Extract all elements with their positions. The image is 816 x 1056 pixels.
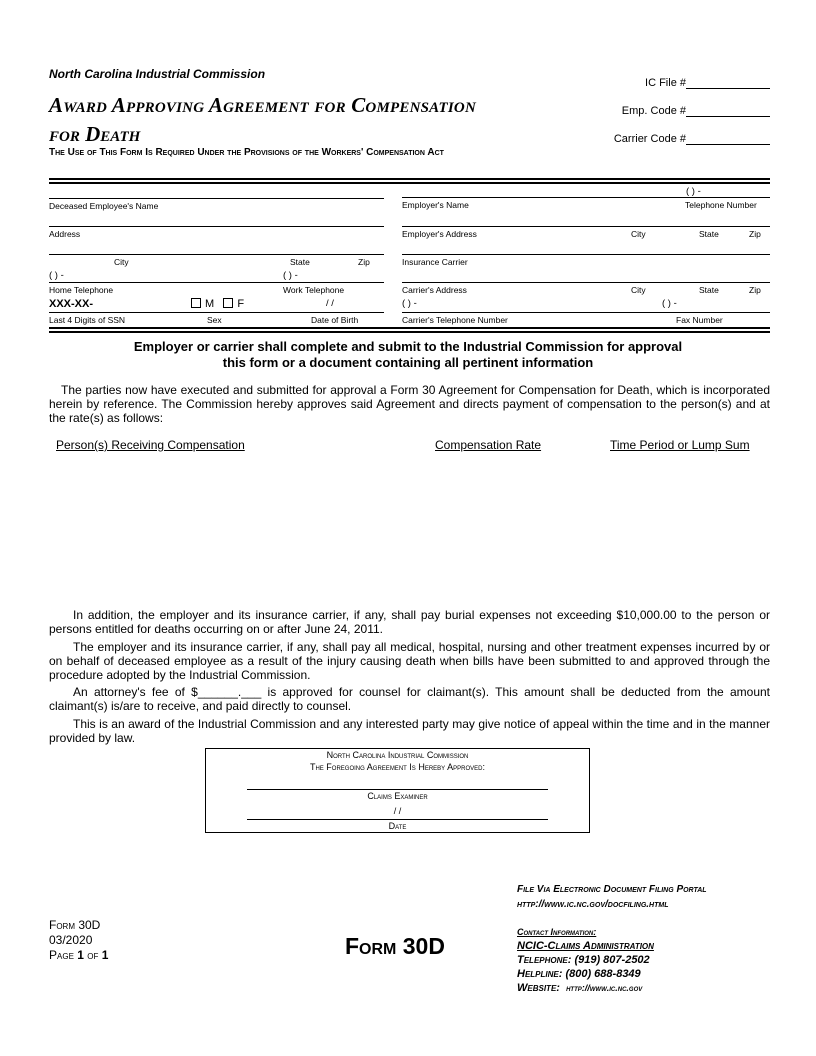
ssn-value[interactable]: XXX-XX- <box>49 298 94 310</box>
contact-info <box>517 925 654 995</box>
carrier-code-input[interactable] <box>686 133 770 145</box>
contact-helpline: Helpline: (800) 688-8349 <box>517 968 641 980</box>
claims-examiner-label: Claims Examiner <box>367 791 428 801</box>
section-rule <box>49 327 770 329</box>
sex-m-checkbox[interactable] <box>191 298 201 308</box>
portal-link[interactable]: http://www.ic.nc.gov/docfiling.html <box>517 899 669 910</box>
work-phone-label: Work Telephone <box>283 285 345 295</box>
agency-name: North Carolina Industrial Commission <box>49 67 266 81</box>
footer-form-label: Form 30D <box>49 918 101 932</box>
work-phone-value[interactable]: ( ) - <box>283 270 298 281</box>
carrier-phone-line <box>402 312 770 313</box>
compensation-entry-area[interactable] <box>49 458 770 598</box>
insurance-carrier-line[interactable] <box>402 254 770 255</box>
persons-column-header: Person(s) Receiving Compensation <box>56 438 245 452</box>
sex-m-label: M <box>205 298 215 310</box>
employer-address-label: Employer's Address <box>402 229 477 239</box>
carrier-zip-label: Zip <box>749 285 761 295</box>
contact-org: NCIC-Claims Administration <box>517 940 654 952</box>
top-rule-2 <box>49 182 770 184</box>
city-state-zip-line[interactable] <box>49 254 384 255</box>
ssn-line <box>49 312 384 313</box>
submission-notice <box>0 339 816 371</box>
big-form-title: Form 30D <box>345 933 445 959</box>
phone-line <box>49 282 384 283</box>
emp-code-label: Emp. Code # <box>621 105 686 117</box>
deceased-name-line[interactable] <box>49 198 384 199</box>
form-subtitle: The Use of This Form Is Required Under the Provisions of the Workers' Compensation Act <box>49 147 444 158</box>
carrier-city-label: City <box>631 285 646 295</box>
carrier-phone-label: Carrier's Telephone Number <box>402 315 508 325</box>
carrier-code-field[interactable] <box>614 133 770 145</box>
deceased-name-label: Deceased Employee's Name <box>49 201 159 211</box>
insurance-carrier-label: Insurance Carrier <box>402 257 468 267</box>
approval-date-label: Date <box>388 821 407 831</box>
footer-page-of: of <box>83 948 102 962</box>
footer-page-num: 1 <box>77 948 84 962</box>
filing-portal <box>517 882 707 912</box>
rate-column-header: Compensation Rate <box>435 438 542 452</box>
employer-phone-value[interactable]: ( ) - <box>686 186 701 197</box>
sex-label: Sex <box>207 315 222 325</box>
employer-zip-label: Zip <box>749 229 761 239</box>
carrier-phone-value[interactable]: ( ) - <box>402 298 417 309</box>
ssn-label: Last 4 Digits of SSN <box>49 315 126 325</box>
employer-name-label: Employer's Name <box>402 200 469 210</box>
footer-date: 03/2020 <box>49 933 93 947</box>
employer-name-line[interactable] <box>402 197 770 198</box>
fax-label: Fax Number <box>676 315 723 325</box>
address-line[interactable] <box>49 226 384 227</box>
fax-value[interactable]: ( ) - <box>662 298 677 309</box>
footer-page-prefix: Page <box>49 948 78 962</box>
carrier-address-line[interactable] <box>402 282 770 283</box>
approval-box <box>205 748 590 833</box>
notice-line-2: this form or a document containing all pertinent information <box>222 355 594 370</box>
contact-telephone: Telephone: (919) 807-2502 <box>517 954 650 966</box>
form-footer-id <box>49 918 108 963</box>
home-phone-label: Home Telephone <box>49 285 114 295</box>
medical-paragraph: The employer and its insurance carrier, if any, shall pay all medical, hospital, nursing and other treatment expenses incurred by or on behalf of deceased employee as a result of the injury causing death when bills have been submitted to and approved through the procedure adopted by the Industrial Commission. <box>49 640 770 682</box>
form-title: Award Approving Agreement for Compensation <box>49 93 476 117</box>
emp-code-input[interactable] <box>686 105 770 117</box>
approval-date-value[interactable]: / / <box>393 806 402 816</box>
footer-page-total: 1 <box>101 948 109 962</box>
employer-city-label: City <box>631 229 646 239</box>
contact-heading: Contact Information: <box>517 927 597 937</box>
address-label: Address <box>49 229 81 239</box>
intro-paragraph: The parties now have executed and submitted for approval a Form 30 Agreement for Compensation for Death, which is incorporated herein by reference. The Commission hereby approves said Agreement and directs payment of compensation to the person(s) and at the rate(s) as follows: <box>49 383 770 425</box>
ic-file-input[interactable] <box>686 77 770 89</box>
examiner-signature-line[interactable] <box>247 789 548 790</box>
approval-commission: North Carolina Industrial Commission <box>326 750 469 760</box>
home-phone-value[interactable]: ( ) - <box>49 270 64 281</box>
approval-date-line <box>247 819 548 820</box>
attorney-fee-input[interactable]: ______.___ <box>197 685 262 699</box>
dob-label: Date of Birth <box>311 315 359 325</box>
attorney-paragraph <box>49 685 770 713</box>
emp-code-field[interactable] <box>622 105 770 117</box>
carrier-code-label: Carrier Code # <box>613 133 686 145</box>
state-label: State <box>290 257 310 267</box>
period-column-header: Time Period or Lump Sum <box>610 438 750 452</box>
contact-website <box>517 981 654 995</box>
carrier-address-label: Carrier's Address <box>402 285 467 295</box>
ic-file-field[interactable] <box>645 77 770 89</box>
city-label: City <box>114 257 129 267</box>
top-rule <box>49 178 770 180</box>
burial-paragraph: In addition, the employer and its insurance carrier, if any, shall pay burial expenses not exceeding $10,000.00 to the person or persons entitled for deaths occurring on or after June 24, 2011. <box>49 608 770 636</box>
employer-state-label: State <box>699 229 719 239</box>
attorney-fee-pre: An attorney's fee of $ <box>73 685 198 699</box>
notice-line-1: Employer or carrier shall complete and submit to the Industrial Commission for approval <box>133 339 683 354</box>
employer-phone-label: Telephone Number <box>685 200 757 210</box>
sex-options[interactable] <box>191 298 244 310</box>
carrier-state-label: State <box>699 285 719 295</box>
form-title-continued: for Death <box>49 122 141 146</box>
sex-f-checkbox[interactable] <box>223 298 233 308</box>
sex-f-label: F <box>237 298 245 310</box>
award-paragraph: This is an award of the Industrial Commission and any interested party may give notice of appeal within the time and in the manner provided by law. <box>49 717 770 745</box>
zip-label: Zip <box>358 257 370 267</box>
footer-page <box>49 948 108 963</box>
website-label: Website: <box>517 982 560 994</box>
ic-file-label: IC File # <box>645 77 686 89</box>
approval-statement: The Foregoing Agreement Is Hereby Approved: <box>309 762 486 772</box>
dob-value[interactable]: / / <box>326 298 334 309</box>
employer-address-line[interactable] <box>402 226 770 227</box>
website-link[interactable]: http://www.ic.nc.gov <box>566 983 643 993</box>
attorney-fee-post: is approved for counsel for claimant(s). This amount shall be deducted from the amount claimant(s) is/are to receive, and paid directly to counsel. <box>49 685 770 713</box>
portal-heading: File Via Electronic Document Filing Portal <box>517 884 707 895</box>
section-rule-2 <box>49 331 770 333</box>
